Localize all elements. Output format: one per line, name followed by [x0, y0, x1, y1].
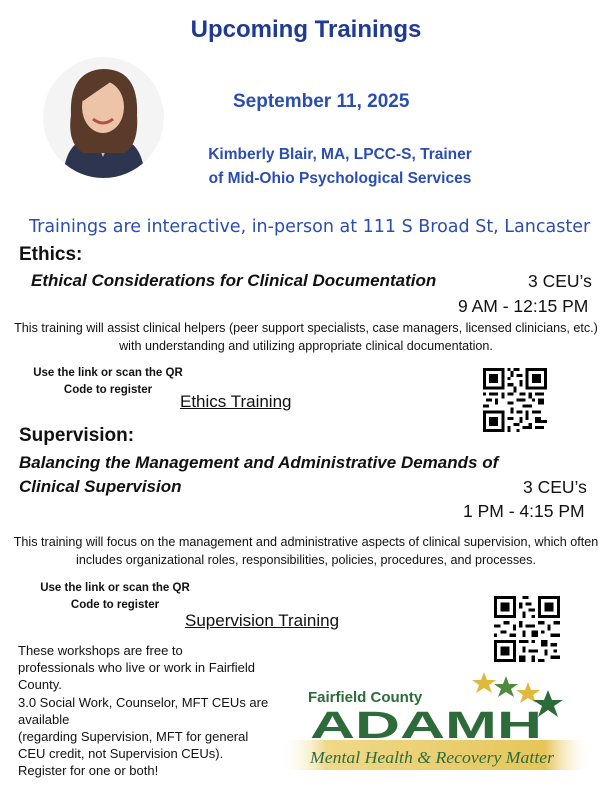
ethics-description: This training will assist clinical helpers (peer support specialists, case managers, licensed clinicians, etc.) with understanding and utilizing appropriate clinical documentation.: [14, 321, 598, 353]
supervision-register-line2: Code to register: [70, 599, 160, 611]
page-title: Upcoming Trainings: [190, 16, 422, 43]
supervision-heading: Supervision:: [19, 425, 135, 446]
ethics-course-title: Ethical Considerations for Clinical Documentation: [31, 271, 437, 290]
supervision-ceu: 3 CEU’s: [523, 477, 587, 497]
training-date: September 11, 2025: [233, 91, 410, 112]
footer-line: (regarding Supervision, MFT for general: [18, 729, 249, 745]
ethics-training-link[interactable]: Ethics Training: [180, 392, 292, 411]
logo-tagline: Mental Health & Recovery Matter: [308, 748, 555, 767]
footer-line: professionals who live or work in Fairfield: [18, 660, 255, 676]
footer-line: 3.0 Social Work, Counselor, MFT CEUs are: [18, 694, 269, 710]
trainer-organization: of Mid-Ohio Psychological Services: [208, 170, 472, 187]
adamh-logo: [280, 664, 592, 774]
footer-line: available: [18, 711, 70, 727]
ethics-register-line1: Use the link or scan the QR: [33, 367, 183, 379]
qr-code-icon[interactable]: [494, 596, 560, 662]
footer-line: County.: [18, 677, 62, 693]
supervision-description: This training will focus on the management and administrative aspects of clinical supervision, which often includes organizational roles, responsibilities, policies, procedures, and processes.: [13, 535, 599, 567]
ethics-time: 9 AM - 12:15 PM: [458, 296, 589, 316]
ethics-register-instructions: [18, 365, 198, 399]
supervision-register-line1: Use the link or scan the QR: [40, 582, 190, 594]
ethics-ceu: 3 CEU’s: [528, 271, 592, 291]
footer-line: CEU credit, not Supervision CEUs).: [18, 746, 224, 762]
trainer-info: [175, 143, 505, 191]
qr-code-icon[interactable]: [483, 368, 547, 432]
supervision-register-instructions: [20, 580, 210, 614]
footer-line: These workshops are free to: [18, 643, 183, 658]
footer-info: [18, 642, 288, 780]
supervision-course-title-line2: Clinical Supervision: [19, 477, 182, 496]
trainer-name: Kimberly Blair, MA, LPCC-S, Trainer: [208, 146, 472, 163]
ethics-register-line2: Code to register: [63, 384, 153, 396]
logo-name: ADAMH: [310, 705, 542, 747]
footer-line: Register for one or both!: [18, 763, 159, 779]
ethics-heading: Ethics:: [19, 244, 83, 265]
supervision-time: 1 PM - 4:15 PM: [463, 501, 585, 521]
location-text: Trainings are interactive, in-person at 111 S Broad St, Lancaster: [29, 217, 591, 237]
supervision-training-link[interactable]: Supervision Training: [185, 611, 340, 630]
logo-county: Fairfield County: [308, 689, 423, 706]
supervision-course-title-line1: Balancing the Management and Administrative Demands of: [19, 453, 499, 472]
trainer-photo: [43, 57, 164, 178]
